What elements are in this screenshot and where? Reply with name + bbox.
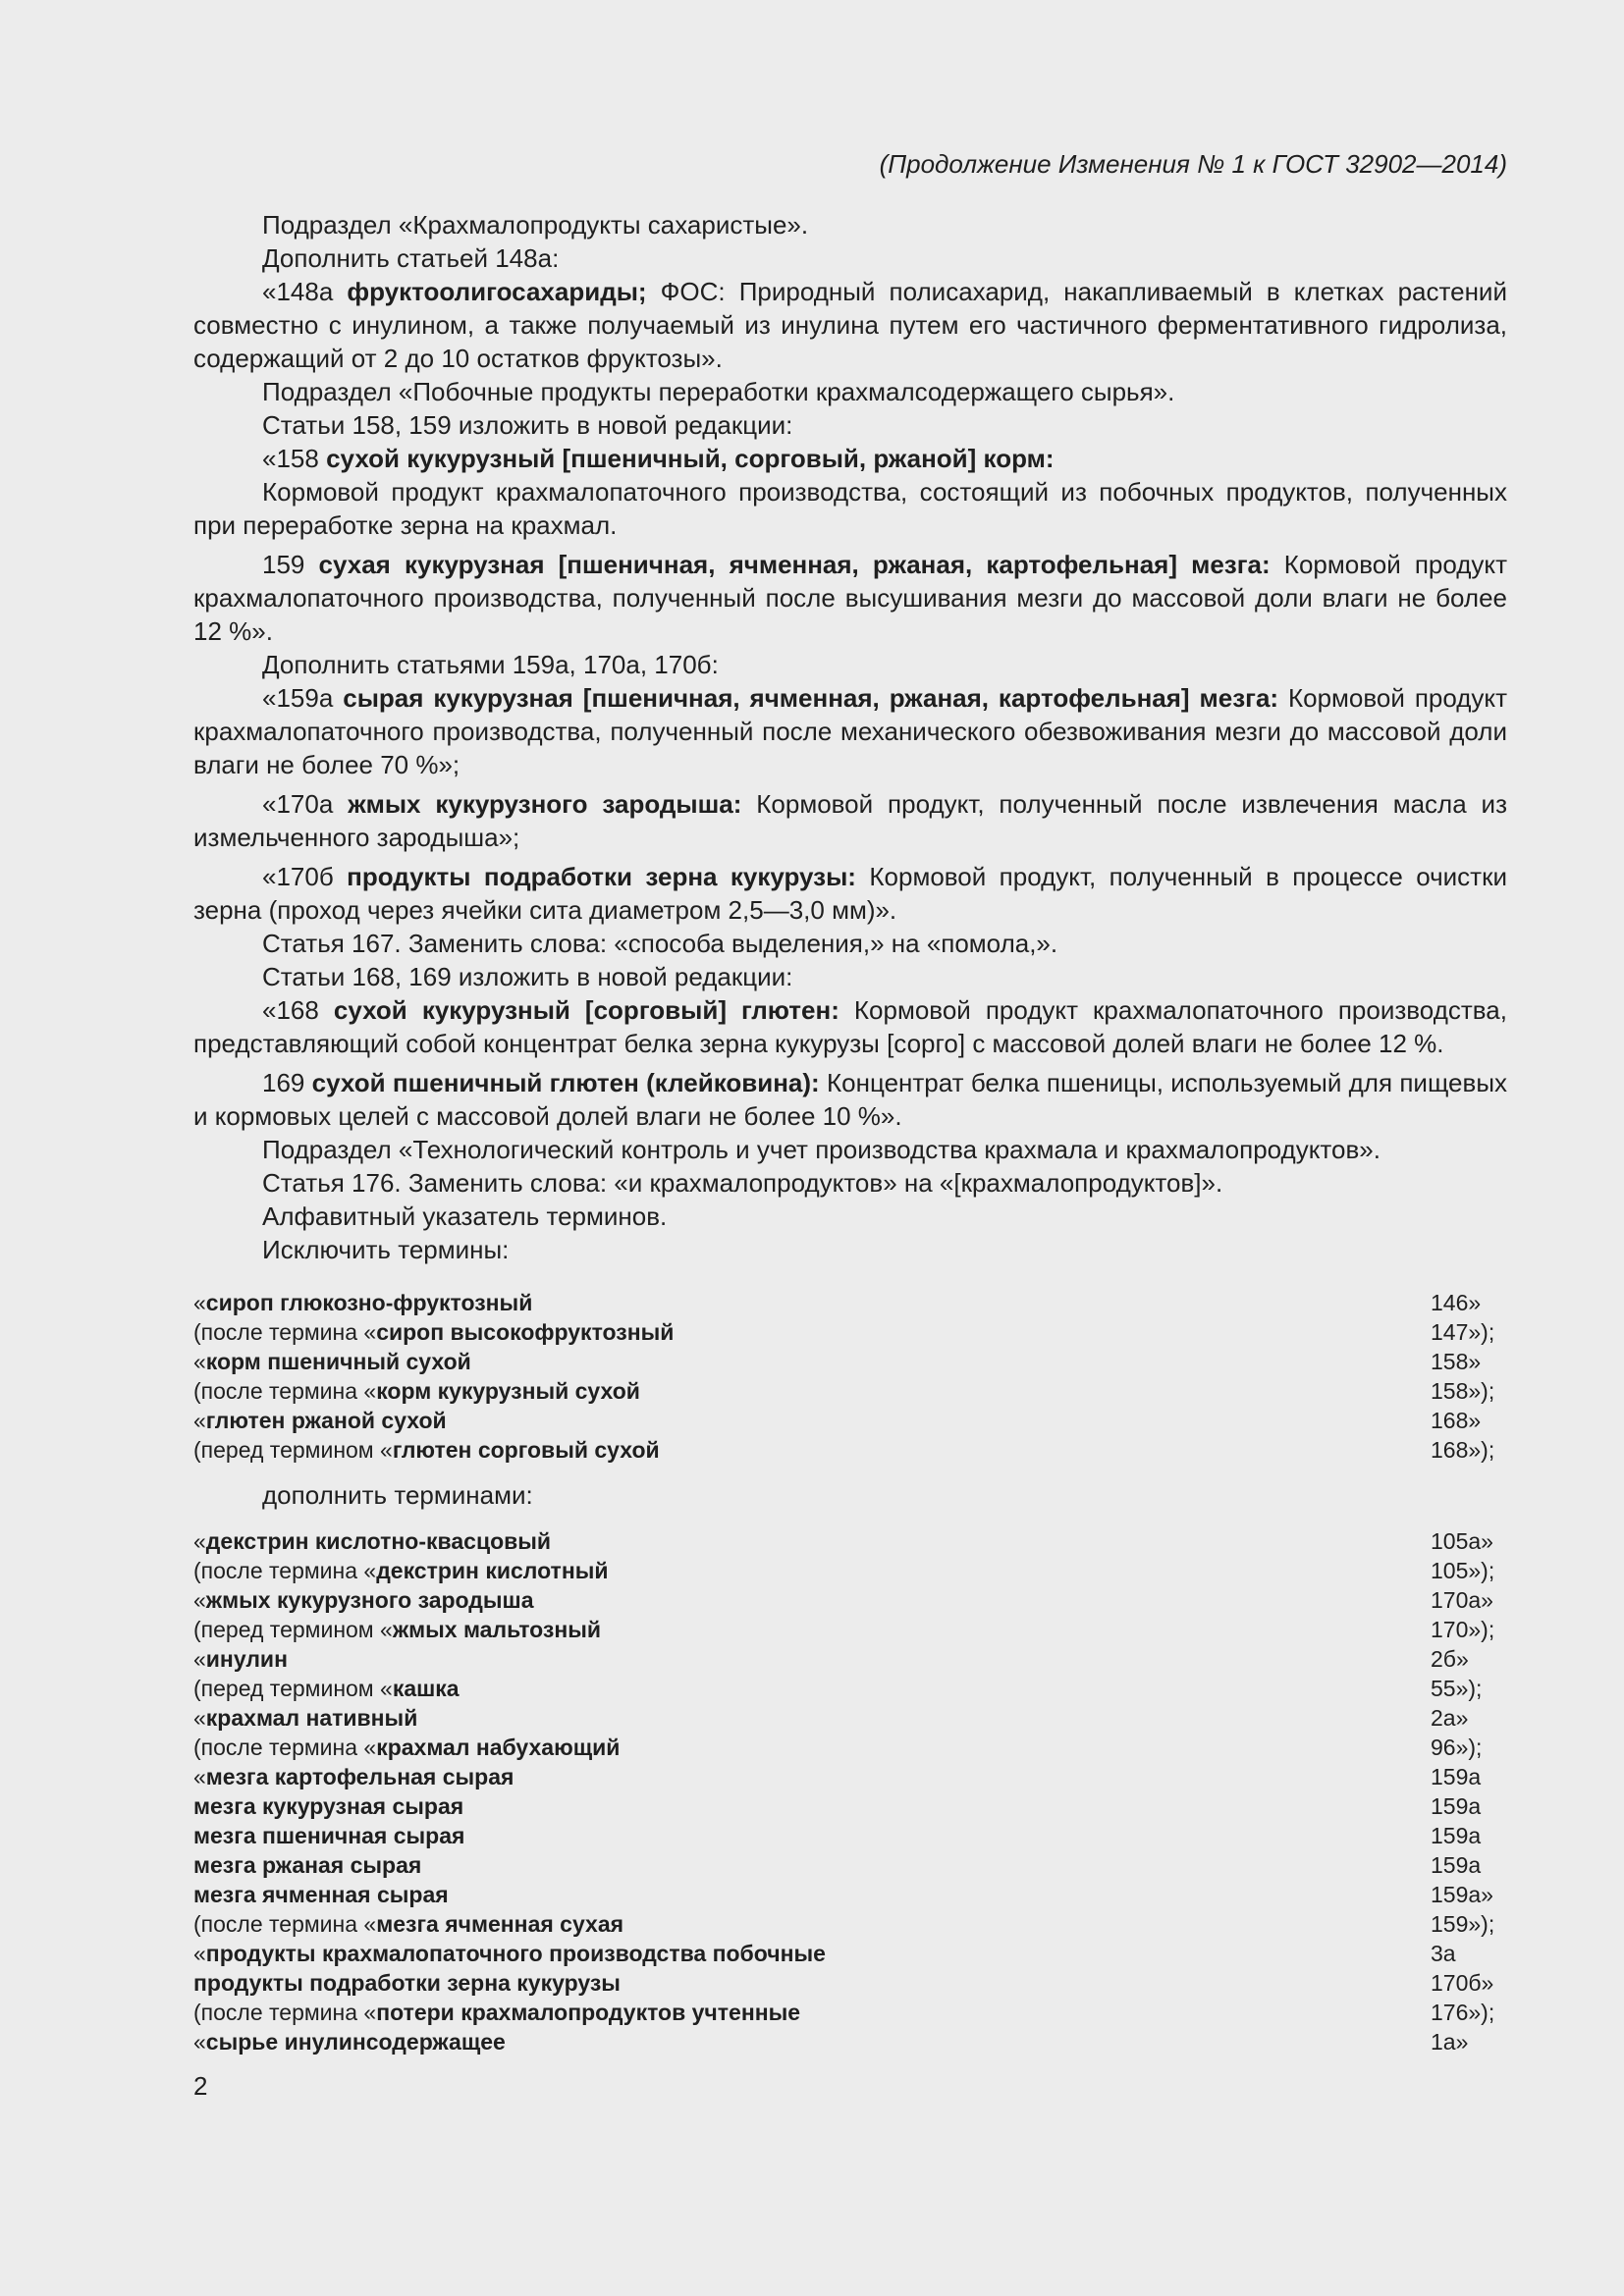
term-prefix: (перед термином « (193, 1676, 393, 1701)
term-heading: жмых кукурузного зародыша: (348, 789, 742, 819)
term-name: продукты подработки зерна кукурузы (193, 1970, 621, 1996)
paragraph-text: Концентрат белка пшеницы, используемый для пищевых и кормовых целей с массовой долей влаги не более 10 %». (193, 1068, 1508, 1131)
term-prefix: « (193, 1528, 206, 1554)
paragraph-text: «170б (262, 862, 348, 891)
term-row (193, 1435, 1507, 1465)
term-name: сироп глюкозно-фруктозный (205, 1290, 533, 1315)
term-prefix: (после термина « (193, 2000, 377, 2025)
term-row (193, 1850, 1507, 1880)
term-prefix: (перед термином « (193, 1617, 393, 1642)
paragraph (193, 960, 1507, 993)
term-name: корм кукурузный сухой (376, 1378, 640, 1404)
term-row (193, 1968, 1507, 1998)
paragraph (193, 1066, 1507, 1133)
add-terms-label: дополнить терминами: (262, 1480, 533, 1510)
term-number: 159а (1431, 1852, 1482, 1878)
paragraph (193, 993, 1507, 1060)
term-prefix: « (193, 1408, 206, 1433)
term-name: жмых кукурузного зародыша (205, 1587, 534, 1613)
term-name: потери крахмалопродуктов учтенные (376, 2000, 801, 2025)
paragraph-text: Кормовой продукт крахмалопаточного производства, состоящий из побочных продуктов, полученных при переработке зерна на крахмал. (193, 477, 1507, 540)
page-number: 2 (193, 2071, 208, 2101)
term-number: 1а» (1431, 2029, 1469, 2055)
paragraph-text: «168 (262, 995, 334, 1025)
paragraph-text: Кормовой продукт крахмалопаточного производства, полученный после механического обезвоживания мезги до массовой доли влаги не более 70 %»; (193, 683, 1507, 779)
paragraph (193, 927, 1507, 960)
term-name: декстрин кислотный (376, 1558, 609, 1583)
term-prefix: (перед термином « (193, 1437, 393, 1463)
term-row (193, 1615, 1507, 1644)
term-name: жмых мальтозный (392, 1617, 602, 1642)
term-number: 168» (1431, 1408, 1482, 1433)
term-heading: фруктоолигосахариды; (347, 277, 647, 306)
page-header: (Продолжение Изменения № 1 к ГОСТ 32902—2014) (879, 149, 1507, 179)
term-name: мезга ржаная сырая (193, 1852, 422, 1878)
term-prefix: « (193, 1764, 206, 1789)
term-row (193, 2027, 1507, 2056)
term-row (193, 1939, 1507, 1968)
term-number: 176»); (1431, 2000, 1495, 2025)
term-prefix: (после термина « (193, 1378, 377, 1404)
paragraph (193, 208, 1507, 241)
term-name: глютен ржаной сухой (205, 1408, 447, 1433)
term-heading: сырая кукурузная [пшеничная, ячменная, ржаная, картофельная] мезга: (343, 683, 1279, 713)
term-row (193, 1791, 1507, 1821)
paragraph (193, 1166, 1507, 1200)
term-name: мезга кукурузная сырая (193, 1793, 464, 1819)
paragraph-text: Дополнить статьей 148а: (262, 243, 560, 273)
term-prefix: « (193, 2029, 206, 2055)
paragraph (193, 275, 1507, 375)
term-number: 170а» (1431, 1587, 1493, 1613)
term-row (193, 1406, 1507, 1435)
term-row (193, 1821, 1507, 1850)
term-number: 3а (1431, 1941, 1456, 1966)
paragraph-text: Кормовой продукт крахмалопаточного производства, представляющий собой концентрат белка зерна кукурузы [сорго] с массовой долей влаги не более 12 %. (193, 995, 1507, 1058)
paragraph-text: «148а (262, 277, 348, 306)
term-number: 159а (1431, 1823, 1482, 1848)
term-number: 159а» (1431, 1882, 1493, 1907)
term-prefix: « (193, 1349, 206, 1374)
term-heading: сухой кукурузный [пшеничный, сорговый, ржаной] корм: (326, 444, 1055, 473)
paragraph (193, 860, 1507, 927)
term-number: 2а» (1431, 1705, 1469, 1731)
term-row (193, 1288, 1507, 1317)
paragraph-text: «170а (262, 789, 349, 819)
paragraph-text: Подраздел «Технологический контроль и учет производства крахмала и крахмалопродуктов». (262, 1135, 1380, 1164)
term-number: 2б» (1431, 1646, 1469, 1672)
term-number: 55»); (1431, 1676, 1483, 1701)
term-row (193, 1733, 1507, 1762)
term-prefix: « (193, 1705, 206, 1731)
term-prefix: (после термина « (193, 1735, 377, 1760)
term-row (193, 1347, 1507, 1376)
term-number: 146» (1431, 1290, 1482, 1315)
term-prefix: « (193, 1290, 206, 1315)
term-heading: сухой пшеничный глютен (клейковина): (311, 1068, 820, 1097)
paragraph-text: Подраздел «Побочные продукты переработки крахмалсодержащего сырья». (262, 377, 1175, 406)
term-name: инулин (205, 1646, 288, 1672)
paragraph-text: ФОС: Природный полисахарид, накапливаемый в клетках растений совместно с инулином, а также получаемый из инулина путем его частичного ферментативного гидролиза, содержащий от 2 до 10 остатков фруктозы». (193, 277, 1507, 373)
term-name: сырье инулинсодержащее (205, 2029, 506, 2055)
term-row (193, 1644, 1507, 1674)
paragraph (193, 1233, 1507, 1266)
paragraph-text: Статья 176. Заменить слова: «и крахмалопродуктов» на «[крахмалопродуктов]». (262, 1168, 1223, 1198)
term-name: мезга ячменная сырая (193, 1882, 449, 1907)
paragraph-text: Подраздел «Крахмалопродукты сахаристые». (262, 210, 809, 240)
body-text (193, 208, 1507, 1266)
term-heading: сухая кукурузная [пшеничная, ячменная, ржаная, картофельная] мезга: (318, 550, 1271, 579)
term-number: 105а» (1431, 1528, 1493, 1554)
paragraph (193, 475, 1507, 542)
paragraph (193, 1200, 1507, 1233)
paragraph-text: Исключить термины: (262, 1235, 510, 1264)
term-name: продукты крахмалопаточного производства побочные (205, 1941, 826, 1966)
term-prefix: (после термина « (193, 1319, 377, 1345)
paragraph-text: Статьи 158, 159 изложить в новой редакции: (262, 410, 793, 440)
paragraph-text: «159а (262, 683, 344, 713)
term-name: крахмал набухающий (376, 1735, 621, 1760)
paragraph (193, 681, 1507, 781)
term-number: 168»); (1431, 1437, 1495, 1463)
term-prefix: « (193, 1941, 206, 1966)
term-name: глютен сорговый сухой (392, 1437, 660, 1463)
term-number: 158» (1431, 1349, 1482, 1374)
paragraph (193, 548, 1507, 648)
term-row (193, 1674, 1507, 1703)
paragraph-text: Дополнить статьями 159а, 170а, 170б: (262, 650, 719, 679)
term-number: 170б» (1431, 1970, 1494, 1996)
term-number: 170»); (1431, 1617, 1495, 1642)
paragraph-text: Статья 167. Заменить слова: «способа выделения,» на «помола,». (262, 929, 1058, 958)
term-row (193, 1376, 1507, 1406)
paragraph (193, 408, 1507, 442)
paragraph-text: Кормовой продукт, полученный после извлечения масла из измельченного зародыша»; (193, 789, 1507, 852)
term-heading: сухой кукурузный [сорговый] глютен: (333, 995, 839, 1025)
term-name: мезга картофельная сырая (205, 1764, 514, 1789)
paragraph (193, 442, 1507, 475)
term-prefix: (после термина « (193, 1911, 377, 1937)
term-number: 159а (1431, 1793, 1482, 1819)
term-number: 159»); (1431, 1911, 1495, 1937)
term-name: кашка (392, 1676, 460, 1701)
term-row (193, 1585, 1507, 1615)
term-prefix: (после термина « (193, 1558, 377, 1583)
paragraph (193, 787, 1507, 854)
term-name: мезга пшеничная сырая (193, 1823, 465, 1848)
paragraph-text: Статьи 168, 169 изложить в новой редакции: (262, 962, 793, 991)
paragraph-text: Кормовой продукт, полученный в процессе очистки зерна (проход через ячейки сита диаметром 2,5—3,0 мм)». (193, 862, 1507, 925)
term-name: сироп высокофруктозный (376, 1319, 675, 1345)
term-number: 96»); (1431, 1735, 1483, 1760)
term-name: мезга ячменная сухая (376, 1911, 624, 1937)
term-row (193, 1909, 1507, 1939)
term-number: 159а (1431, 1764, 1482, 1789)
term-row (193, 1526, 1507, 1556)
paragraph-text: 169 (262, 1068, 312, 1097)
paragraph (193, 648, 1507, 681)
term-name: крахмал нативный (205, 1705, 418, 1731)
term-row (193, 1317, 1507, 1347)
added-terms-list (193, 1526, 1507, 2056)
term-name: корм пшеничный сухой (205, 1349, 471, 1374)
term-row (193, 1880, 1507, 1909)
term-row (193, 1762, 1507, 1791)
term-prefix: « (193, 1646, 206, 1672)
paragraph-text: «158 (262, 444, 327, 473)
term-prefix: « (193, 1587, 206, 1613)
paragraph (193, 241, 1507, 275)
term-row (193, 1703, 1507, 1733)
paragraph-text: Алфавитный указатель терминов. (262, 1201, 668, 1231)
term-number: 147»); (1431, 1319, 1495, 1345)
excluded-terms-list (193, 1288, 1507, 1465)
term-row (193, 1556, 1507, 1585)
term-heading: продукты подработки зерна кукурузы: (347, 862, 856, 891)
paragraph (193, 1133, 1507, 1166)
term-name: декстрин кислотно-квасцовый (205, 1528, 552, 1554)
paragraph-text: Кормовой продукт крахмалопаточного производства, полученный после высушивания мезги до массовой доли влаги не более 12 %». (193, 550, 1508, 646)
paragraph (193, 375, 1507, 408)
term-row (193, 1998, 1507, 2027)
term-number: 105»); (1431, 1558, 1495, 1583)
paragraph-text: 159 (262, 550, 319, 579)
term-number: 158»); (1431, 1378, 1495, 1404)
